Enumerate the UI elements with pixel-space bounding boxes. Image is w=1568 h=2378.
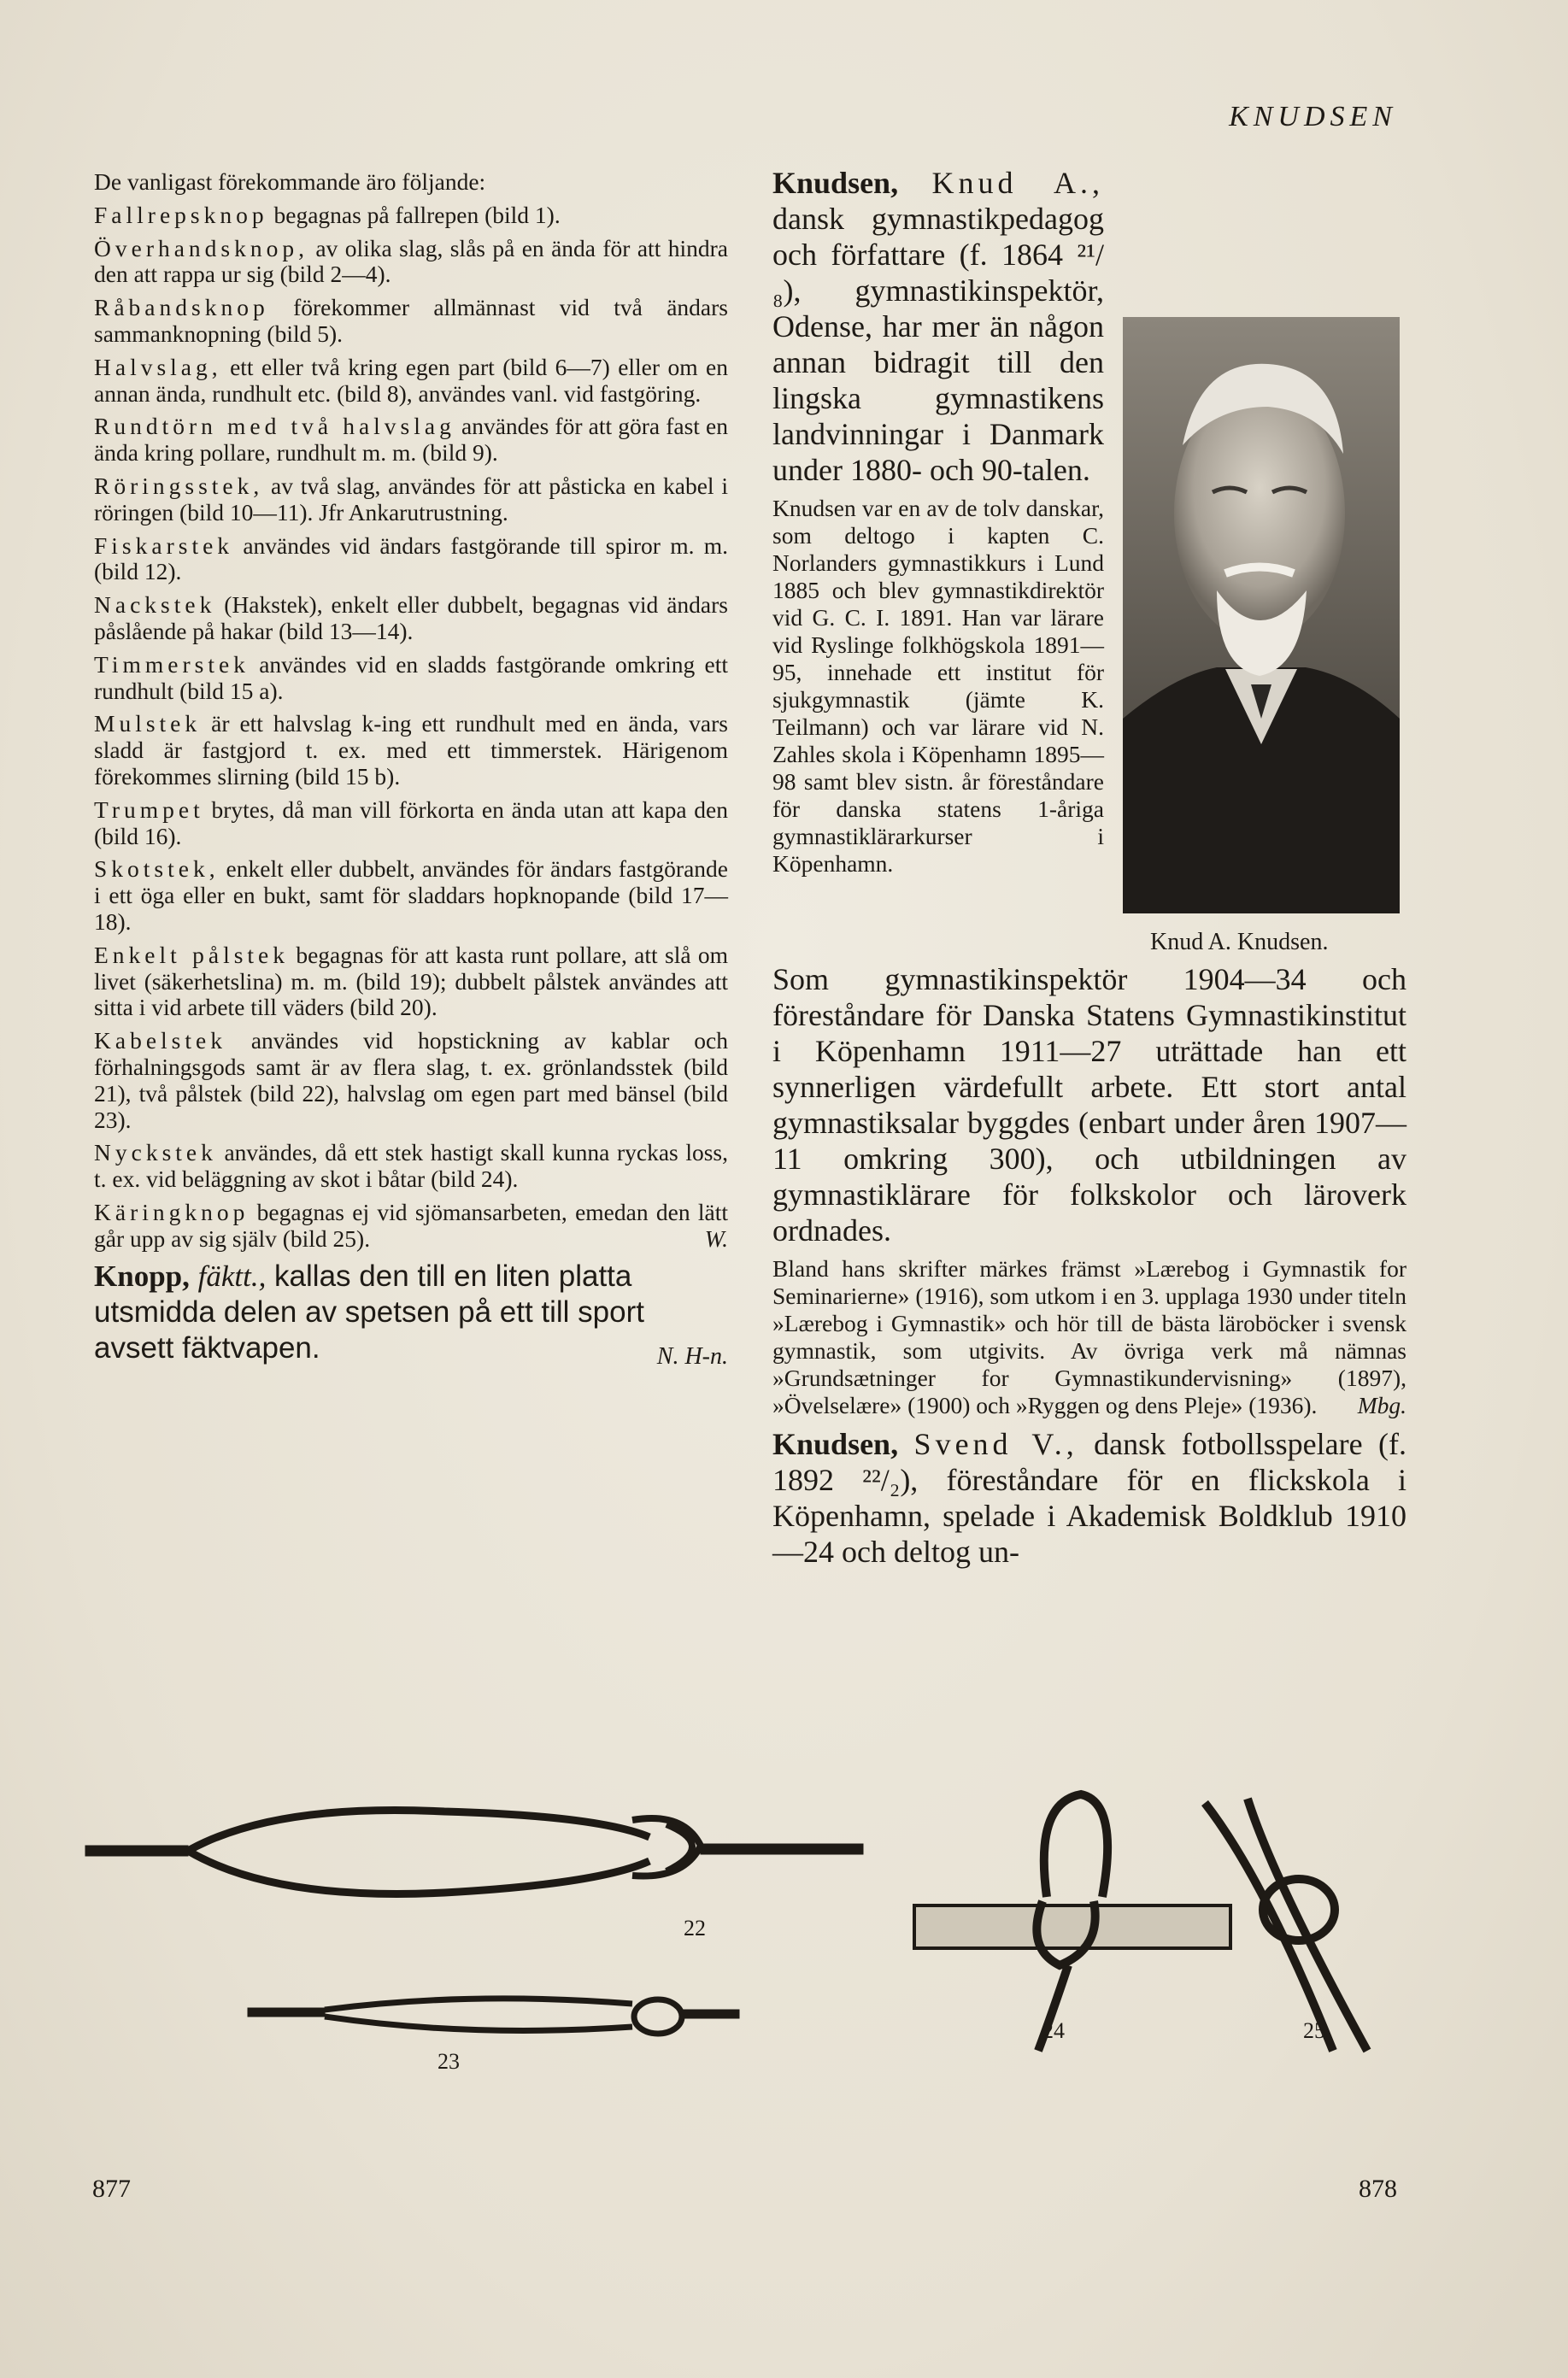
para-trumpet <box>94 797 728 850</box>
para-text: är ett halvslag k-ing ett rundhult med en ända, vars sladd är fastgjord t. ex. med ett timmerstek. Härigenom förekommes slirning (bild 15 b). <box>94 710 728 790</box>
entry-text: dansk fotbollsspelare (f. 1892 ²²/₂), föreståndare för en flickskola i Köpenhamn, spelade i Akademisk Boldklub 1910—24 och deltog un- <box>772 1427 1407 1569</box>
para-text: av två slag, användes för att påsticka en kabel i röringen (bild 10—11). Jfr Ankarutrustning. <box>94 472 728 526</box>
para-text: De vanligast förekommande äro följande: <box>94 168 486 195</box>
figure-label-22: 22 <box>684 1916 706 1941</box>
para-text: enkelt eller dubbelt, användes för ändars fastgörande i ett öga eller en bukt, samt för sladdars hopknopande (bild 17—18). <box>94 855 728 935</box>
term: Överhandsknop, <box>94 234 309 261</box>
para-text: användes vid ändars fastgörande till spiror m. m. (bild 12). <box>94 531 728 585</box>
term: Röringsstek, <box>94 472 264 499</box>
headword: Knudsen, <box>772 166 899 200</box>
term: Nyckstek <box>94 1139 217 1166</box>
para-palstek <box>94 942 728 1021</box>
para-text: ett eller två kring egen part (bild 6—7) eller om en annan ända, rundhult etc. (bild 8), användes vanl. vid fastgöring. <box>94 353 728 407</box>
portrait-figure <box>1116 317 1407 956</box>
signature: Mbg. <box>1357 1392 1407 1418</box>
para-timmerstek <box>94 652 728 705</box>
figure-label-23: 23 <box>438 2049 460 2074</box>
term: Nackstek <box>94 591 216 619</box>
para-roringsstek <box>94 473 728 526</box>
para-mulstek <box>94 711 728 790</box>
person-name: Knud A., <box>931 166 1104 200</box>
para-text: brytes, då man vill förkorta en ända utan att kapa den (bild 16). <box>94 796 728 849</box>
term: Käringknop <box>94 1198 250 1225</box>
para-nackstek <box>94 592 728 645</box>
para-text: användes, då ett stek hastigt skall kunna ryckas loss, t. ex. vid beläggning av skot i båtar (bild 24). <box>94 1139 728 1193</box>
para-text: begagnas för att kasta runt pollare, att slå om livet (säkerhetslina) m. m. (bild 19); dubbelt pålstek användes att sitta i vid arbete till väders (bild 20). <box>94 941 729 1021</box>
para-text: användes vid hopstickning av kablar och förhalningsgods samt är av flera slag, t. ex. grönlandsstek (bild 21), två pålstek (bild 22), halvslag om egen part med bänsel (bild 23). <box>94 1027 728 1133</box>
para-halvslag <box>94 355 728 408</box>
para-fallrepsknop <box>94 203 728 229</box>
term: Fallrepsknop <box>94 201 268 228</box>
right-column <box>772 165 1407 1577</box>
portrait-photo <box>1123 317 1400 913</box>
portrait-image <box>1123 317 1400 913</box>
figure-label-25: 25 <box>1303 2018 1325 2043</box>
term: Mulstek <box>94 710 202 737</box>
term: Fiskarstek <box>94 531 234 559</box>
para-text: användes för att göra fast en ända kring pollare, rundhult m. m. (bild 9). <box>94 413 728 467</box>
headword: Knopp, <box>94 1259 190 1294</box>
term: Rundtörn med två halvslag <box>94 413 455 440</box>
term: Trumpet <box>94 796 204 823</box>
page-number-right: 878 <box>1359 2175 1397 2203</box>
entry-svend-knudsen <box>772 1426 1407 1570</box>
para-intro <box>94 169 728 196</box>
term: Skotstek, <box>94 855 220 883</box>
abbrev: fäktt., <box>197 1259 267 1294</box>
term: Enkelt pålstek <box>94 941 290 968</box>
knud-biography: Knudsen var en av de tolv danskar, som deltogo i kapten C. Norlanders gymnastikkurs i Lund 1885 och blev gymnastikdirektör vid G. C. I. 1891. Han var lärare vid Ryslinge folkhögskola 1891—95, innehade ett institut för sjukgymnastik (jämte K. Teilmann) och var lärare vid N. Zahles skola i Köpenhamn 1895—98 samt blev sistn. år föreståndare för danska statens 1-åriga gymnastiklärarkurser i Köpenhamn. <box>772 495 1104 877</box>
para-text: av olika slag, slås på en ända för att hindra den att rappa ur sig (bild 2—4). <box>94 234 728 288</box>
term: Kabelstek <box>94 1027 226 1054</box>
term: Halvslag, <box>94 353 222 380</box>
para-text: förekommer allmännast vid två ändars sammanknopning (bild 5). <box>94 294 728 347</box>
term: Timmerstek <box>94 650 250 678</box>
running-head: KNUDSEN <box>1229 101 1397 132</box>
para-rabandsknop <box>94 295 728 348</box>
para-skotstek <box>94 856 728 935</box>
para-text: begagnas på fallrepen (bild 1). <box>267 201 561 228</box>
person-name: Svend V., <box>913 1427 1078 1461</box>
entry-text: kallas den till en liten platta utsmidda delen av spetsen på ett till sport avsett fäktvapen. <box>94 1259 644 1365</box>
para-text: (Hakstek), enkelt eller dubbelt, begagnas vid ändars påslående på hakar (bild 13—14). <box>94 591 728 644</box>
signature: W. <box>704 1224 728 1252</box>
knud-writings <box>772 1255 1407 1419</box>
knud-career: Som gymnastikinspektör 1904—34 och föreståndare för Danska Statens Gymnastikinstitut i Köpenhamn 1911—27 uträttade han ett synnerligen värdefullt arbete. Ett stort antal gymnastiksalar byggdes (enbart under åren 1907—11 omkring 300), och utbildningen av gymnastiklärare för folkskolor och läroverk ordnades. <box>772 962 1407 1248</box>
para-karingknop <box>94 1200 728 1253</box>
para-rundtorn <box>94 414 728 467</box>
entry-text: dansk gymnastikpedagog och författare (f. 1864 ²¹/₈), gymnastikinspektör, Odense, har mer än någon annan bidragit till den lingska gymnastikens landvinningar i Danmark under 1880- och 90-talen. <box>772 202 1104 487</box>
entry-knopp <box>94 1259 728 1371</box>
para-kabelstek <box>94 1028 728 1133</box>
para-nyckstek <box>94 1140 728 1193</box>
left-column <box>94 169 728 1375</box>
headword: Knudsen, <box>772 1427 899 1461</box>
term: Råbandsknop <box>94 294 269 321</box>
para-text: begagnas ej vid sjömansarbeten, emedan den lätt går upp av sig själv (bild 25). <box>94 1198 728 1252</box>
portrait-caption: Knud A. Knudsen. <box>1150 929 1329 955</box>
figure-label-24: 24 <box>1042 2018 1065 2043</box>
para-overhandsknop <box>94 236 728 289</box>
signature: N. H-n. <box>656 1343 728 1371</box>
para-fiskarstek <box>94 533 728 586</box>
para-text: användes vid en sladds fastgörande omkring ett rundhult (bild 15 a). <box>94 650 728 704</box>
writings-text: Bland hans skrifter märkes främst »Lærebog i Gymnastik for Seminarierne» (1916), som utkom i en 3. upplaga 1930 under titeln »Lærebog i Gymnastik» och hör till de bästa läroböcker i svensk gymnastik, som utgivits. Av övriga verk må nämnas »Grundsætninger for Gymnastikundervisning» (1897), »Övelselære» (1900) och »Ryggen og dens Pleje» (1936). <box>772 1255 1407 1418</box>
page-number-left: 877 <box>92 2175 131 2203</box>
